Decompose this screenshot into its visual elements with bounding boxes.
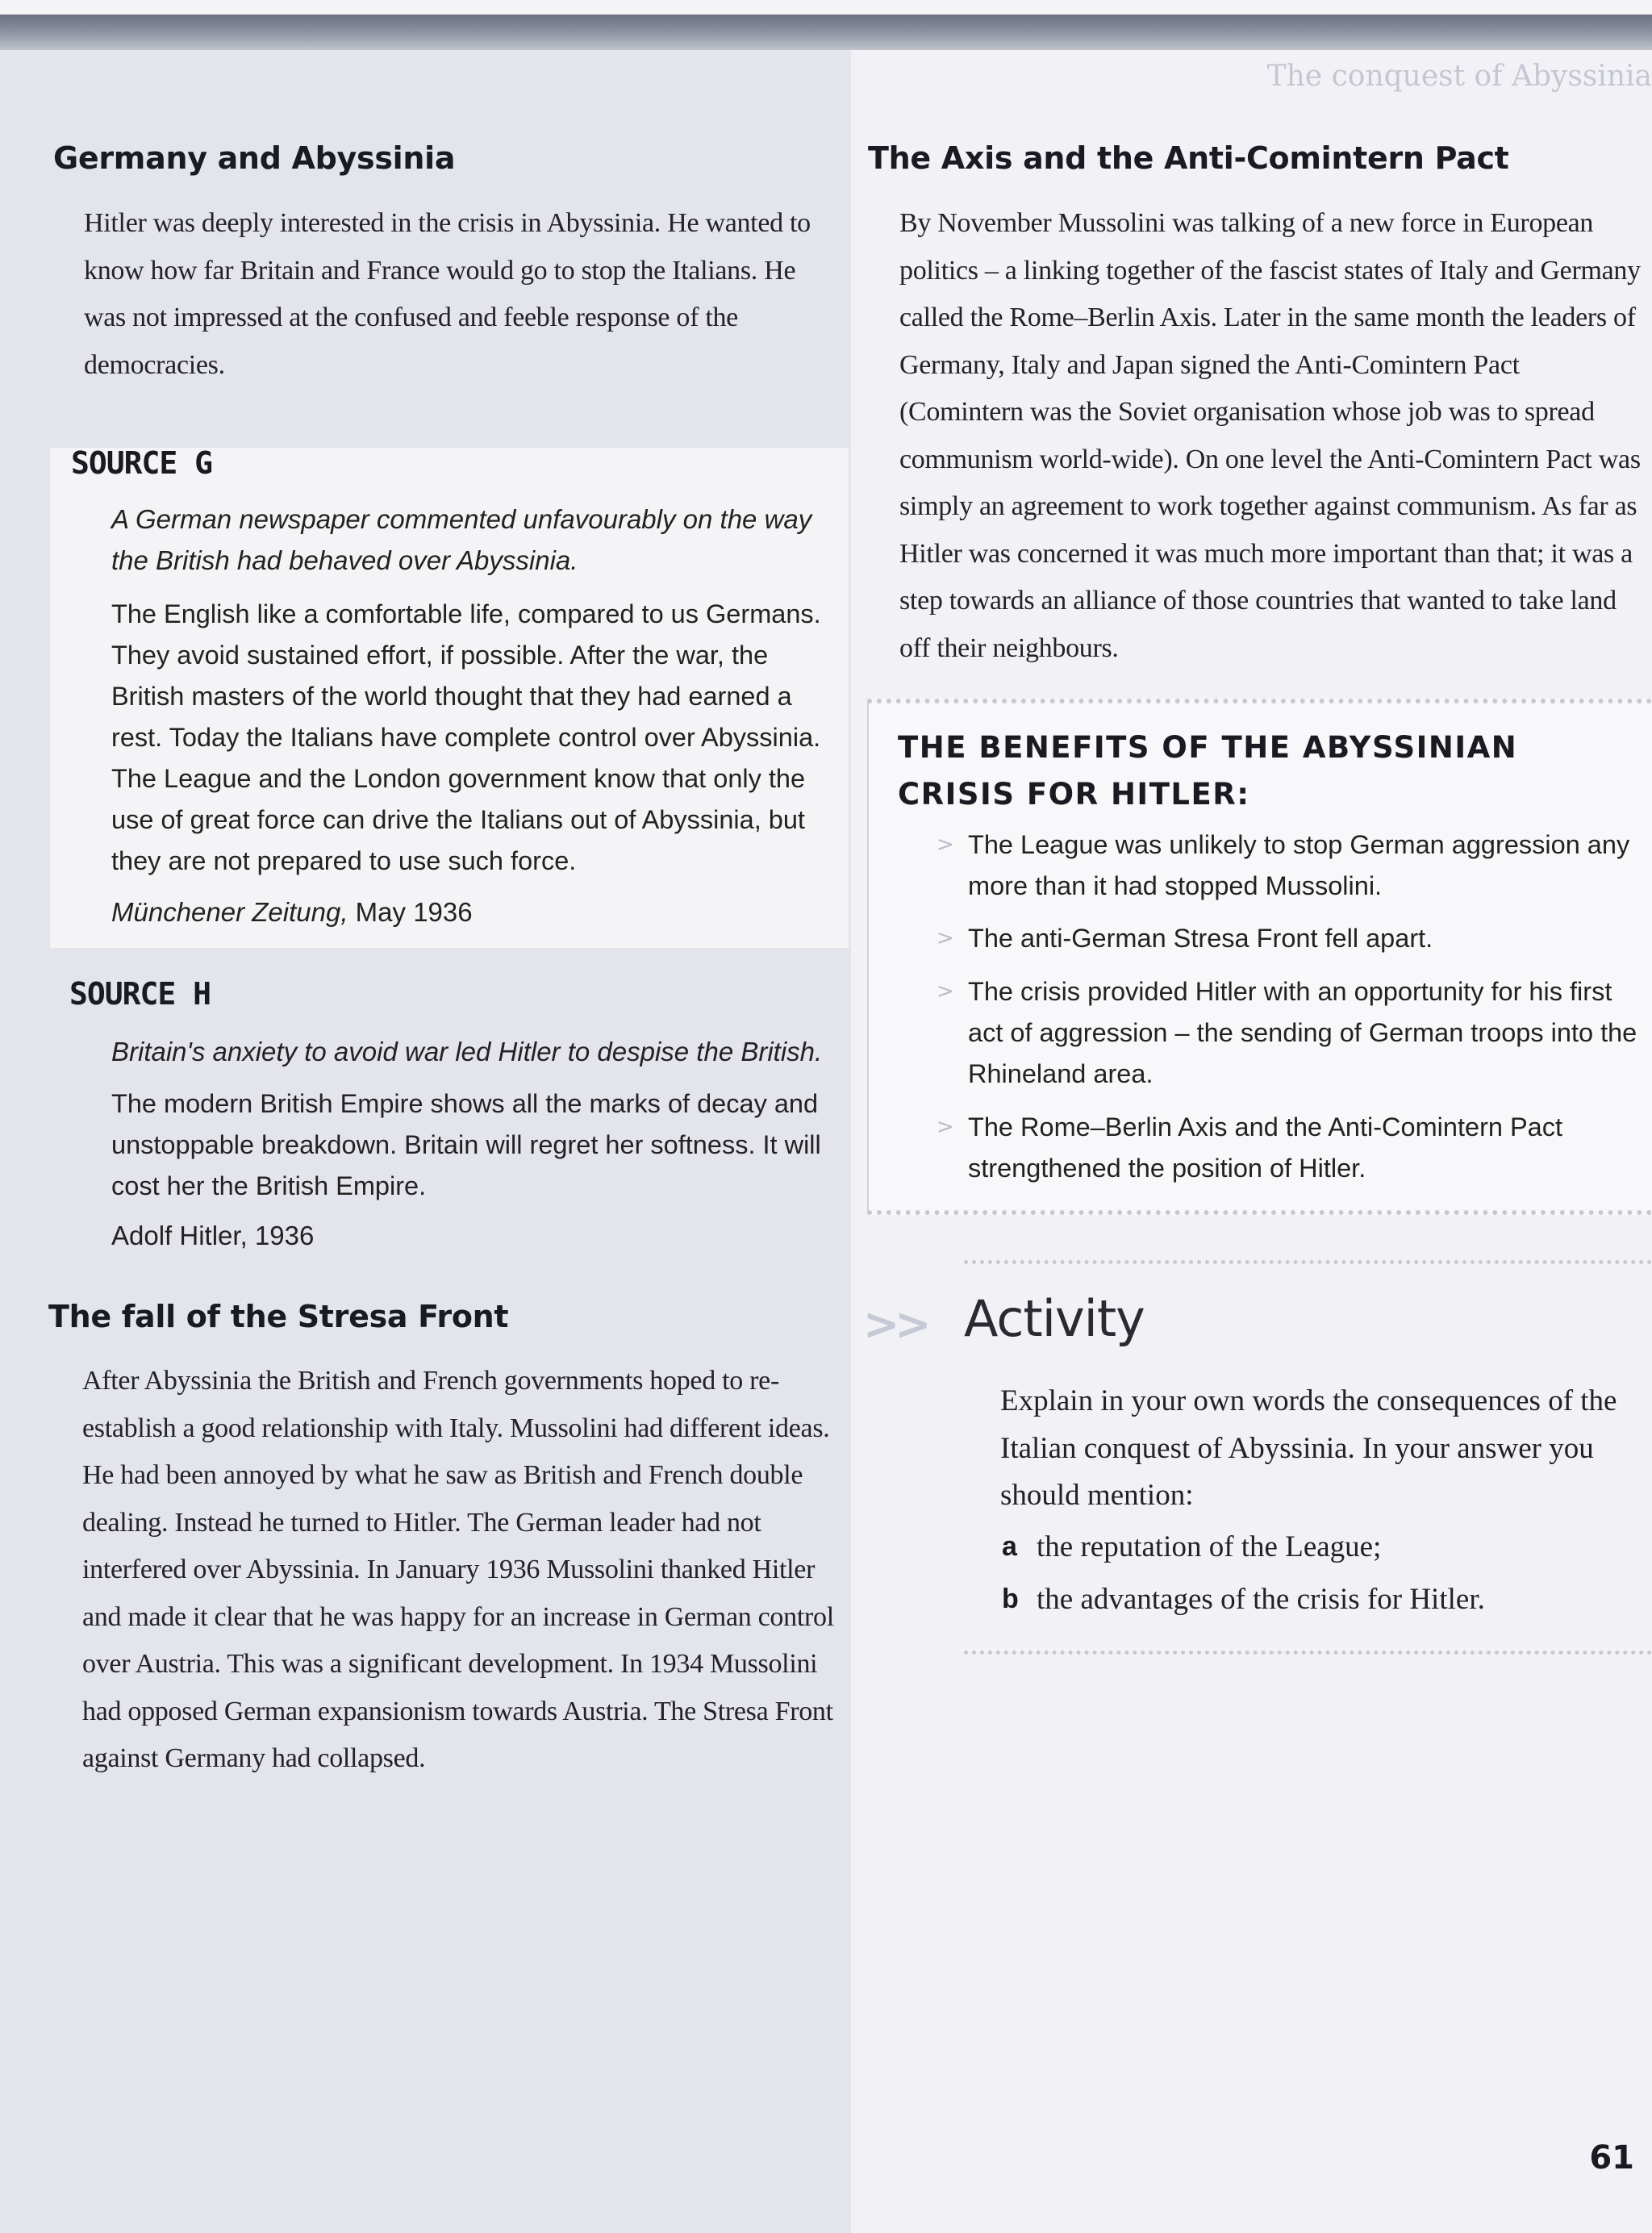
activity-title: Activity	[964, 1289, 1145, 1348]
activity-item-letter: a	[1002, 1531, 1017, 1562]
header-band	[0, 15, 1652, 50]
source-g-citation-title: Münchener Zeitung,	[111, 897, 348, 927]
section-divider	[964, 1260, 1652, 1264]
bullet-arrow-icon: >	[937, 979, 954, 1004]
activity-prompt: Explain in your own words the consequences of the Italian conquest of Abyssinia. In your answer you should mention:	[1000, 1384, 1617, 1512]
double-arrow-icon: >>	[863, 1299, 927, 1350]
source-g-citation-date: May 1936	[348, 897, 473, 927]
source-h-intro: Britain's anxiety to avoid war led Hitler to despise the British.	[111, 1037, 823, 1066]
page-top-margin	[0, 0, 1652, 15]
heading-germany-abyssinia: Germany and Abyssinia	[53, 140, 456, 176]
bullet-arrow-icon: >	[937, 926, 954, 950]
benefit-item: The crisis provided Hitler with an opportunity for his first act of aggression – the sending of German troops into the Rhineland area.	[968, 977, 1637, 1088]
heading-stresa-front: The fall of the Stresa Front	[48, 1299, 509, 1334]
source-g-title: SOURCE G	[71, 445, 213, 481]
benefit-item: The anti-German Stresa Front fell apart.	[968, 924, 1433, 953]
benefit-item: The League was unlikely to stop German aggression any more than it had stopped Mussolini.	[968, 830, 1630, 900]
bullet-arrow-icon: >	[937, 833, 954, 857]
bullet-arrow-icon: >	[937, 1115, 954, 1139]
running-head: The conquest of Abyssinia	[1266, 60, 1652, 93]
activity-item-letter: b	[1002, 1584, 1019, 1614]
benefits-title: THE BENEFITS OF THE ABYSSINIAN CRISIS FOR HITLER:	[898, 730, 1518, 812]
activity-item-text: the reputation of the League;	[1037, 1530, 1382, 1563]
benefits-box	[867, 699, 1652, 1215]
source-h-title: SOURCE H	[69, 976, 211, 1012]
heading-axis-pact: The Axis and the Anti-Comintern Pact	[868, 140, 1509, 176]
benefit-item: The Rome–Berlin Axis and the Anti-Comintern Pact strengthened the position of Hitler.	[968, 1112, 1563, 1183]
stresa-front-body: After Abyssinia the British and French governments hoped to re-establish a good relationship with Italy. Mussolini had different ideas. He had been annoyed by what he saw as British and French double dealing. Instead he turned to Hitler. The German leader had not interfered over Abyssinia. In January 1936 Mussolini thanked Hitler and made it clear that he was happy for an increase in German control over Austria. This was a significant development. In 1934 Mussolini had opposed German expansionism towards Austria. The Stresa Front against Germany had collapsed.	[82, 1366, 834, 1773]
source-g-text: The English like a comfortable life, compared to us Germans. They avoid sustained effort, if possible. After the war, the British masters of the world thought that they had earned a rest. Today the Italians have complete control over Abyssinia. The League and the London government know that only the use of great force can drive the Italians out of Abyssinia, but they are not prepared to use such force.	[111, 599, 821, 875]
source-g-intro: A German newspaper commented unfavourably on the way the British had behaved over Abyssinia.	[111, 504, 812, 575]
axis-pact-body: By November Mussolini was talking of a new force in European politics – a linking together of the fascist states of Italy and Germany called the Rome–Berlin Axis. Later in the same month the leaders of Germany, Italy and Japan signed the Anti-Comintern Pact (Comintern was the Soviet organisation whose job was to spread communism world-wide). On one level the Anti-Comintern Pact was simply an agreement to work together against communism. As far as Hitler was concerned it was much more important than that; it was a step towards an alliance of those countries that wanted to take land off their neighbours.	[899, 208, 1641, 663]
germany-abyssinia-body: Hitler was deeply interested in the crisis in Abyssinia. He wanted to know how far Britain and France would go to stop the Italians. He was not impressed at the confused and feeble response of the democracies.	[84, 208, 811, 380]
source-h-citation: Adolf Hitler, 1936	[111, 1221, 315, 1250]
source-h-text: The modern British Empire shows all the marks of decay and unstoppable breakdown. Britain will regret her softness. It will cost her the British Empire.	[111, 1089, 821, 1200]
activity-item-text: the advantages of the crisis for Hitler.	[1037, 1583, 1485, 1616]
page-number: 61	[1589, 2139, 1634, 2177]
activity-divider	[964, 1651, 1652, 1655]
source-g-citation	[111, 897, 473, 928]
